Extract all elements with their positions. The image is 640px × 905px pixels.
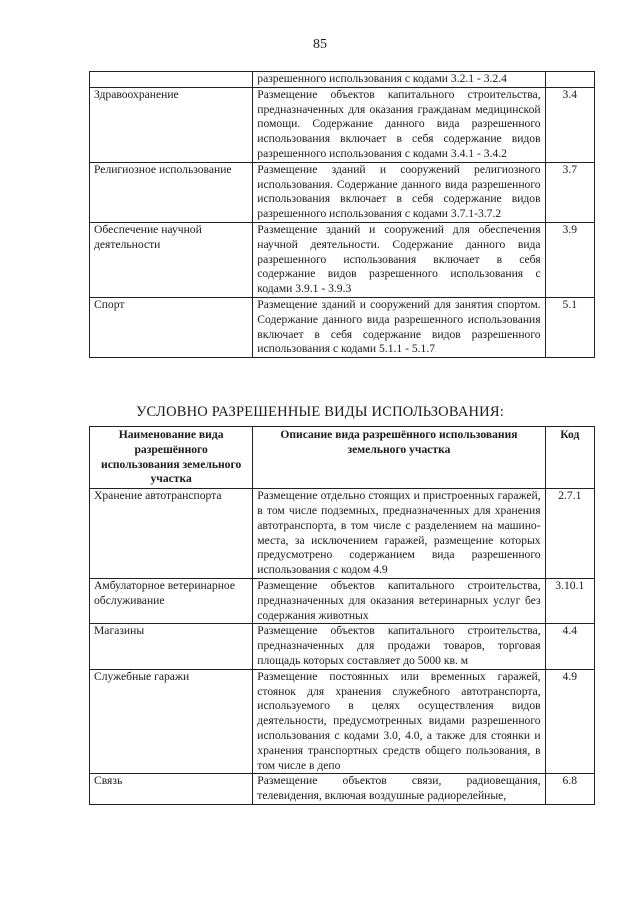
table-row	[90, 669, 595, 774]
use-name-cell: Амбулаторное ветеринарное обслуживание	[90, 578, 253, 623]
table-row	[90, 578, 595, 623]
column-header-description: Описание вида разрешённого использования земельного участка	[253, 427, 545, 489]
use-description-cell: Размещение отдельно стоящих и пристроенных гаражей, в том числе подземных, предназначенных для хранения автотранспорта, в том числе с разделением на машино-места, за исключением гаражей, размещение которых предусмотрено содержанием вида разрешенного использования с кодом 4.9	[253, 489, 545, 579]
use-code-cell: 3.10.1	[545, 578, 594, 623]
table-row	[90, 72, 595, 88]
use-name-cell: Служебные гаражи	[90, 669, 253, 774]
section-heading: УСЛОВНО РАЗРЕШЕННЫЕ ВИДЫ ИСПОЛЬЗОВАНИЯ:	[136, 404, 504, 420]
use-description-cell: Размещение объектов связи, радиовещания, телевидения, включая воздушные радиорелейные,	[253, 774, 545, 805]
use-description-cell: Размещение зданий и сооружений религиозного использования. Содержание данного вида разрешенного использования включает в себя содержание видов разрешенного использования с кодами 3.7.1-3.7.2	[253, 162, 545, 222]
use-name-cell: Связь	[90, 774, 253, 805]
table-row	[90, 162, 595, 222]
use-description-cell: разрешенного использования с кодами 3.2.1 - 3.2.4	[253, 72, 545, 88]
use-name-cell: Хранение автотранспорта	[90, 489, 253, 579]
use-code-cell: 6.8	[545, 774, 594, 805]
use-description-cell: Размещение зданий и сооружений для занятия спортом. Содержание данного вида разрешенного использования включает в себя содержание видов разрешенного использования с кодами 5.1.1 - 5.1.7	[253, 297, 545, 357]
use-code-cell: 5.1	[545, 297, 594, 357]
use-description-cell: Размещение объектов капитального строительства, предназначенных для оказания гражданам медицинской помощи. Содержание данного вида разрешенного использования включает в себя содержание видов разрешенного использования с кодами 3.4.1 - 3.4.2	[253, 87, 545, 162]
table-row	[90, 624, 595, 669]
permitted-uses-table-continuation	[89, 71, 595, 358]
use-description-cell: Размещение постоянных или временных гаражей, стоянок для хранения служебного автотранспорта, используемого в целях осуществления видов деятельности, предусмотренных видами разрешенного использования с кодами 3.0, 4.0, а также для стоянки и хранения транспортных средств общего пользования, в том числе в депо	[253, 669, 545, 774]
page-number: 85	[313, 37, 327, 52]
use-name-cell	[90, 72, 253, 88]
table-row	[90, 774, 595, 805]
use-description-cell: Размещение объектов капитального строительства, предназначенных для продажи товаров, торговая площадь которых составляет до 5000 кв. м	[253, 624, 545, 669]
use-description-cell: Размещение объектов капитального строительства, предназначенных для оказания ветеринарных услуг без содержания животных	[253, 578, 545, 623]
use-code-cell: 3.4	[545, 87, 594, 162]
table-row	[90, 87, 595, 162]
use-code-cell	[545, 72, 594, 88]
table-header-row	[90, 427, 595, 489]
conditionally-permitted-uses-table	[89, 426, 595, 805]
use-name-cell: Религиозное использование	[90, 162, 253, 222]
table-row	[90, 222, 595, 297]
table-row	[90, 297, 595, 357]
use-code-cell: 2.7.1	[545, 489, 594, 579]
use-code-cell: 4.9	[545, 669, 594, 774]
use-description-cell: Размещение зданий и сооружений для обеспечения научной деятельности. Содержание данного вида разрешенного использования включает в себя содержание видов разрешенного использования с кодами 3.9.1 - 3.9.3	[253, 222, 545, 297]
use-name-cell: Спорт	[90, 297, 253, 357]
use-name-cell: Здравоохранение	[90, 87, 253, 162]
column-header-name: Наименование вида разрешённого использования земельного участка	[90, 427, 253, 489]
column-header-code: Код	[545, 427, 594, 489]
use-code-cell: 3.7	[545, 162, 594, 222]
use-name-cell: Магазины	[90, 624, 253, 669]
use-code-cell: 3.9	[545, 222, 594, 297]
use-code-cell: 4.4	[545, 624, 594, 669]
use-name-cell: Обеспечение научной деятельности	[90, 222, 253, 297]
table-row	[90, 489, 595, 579]
